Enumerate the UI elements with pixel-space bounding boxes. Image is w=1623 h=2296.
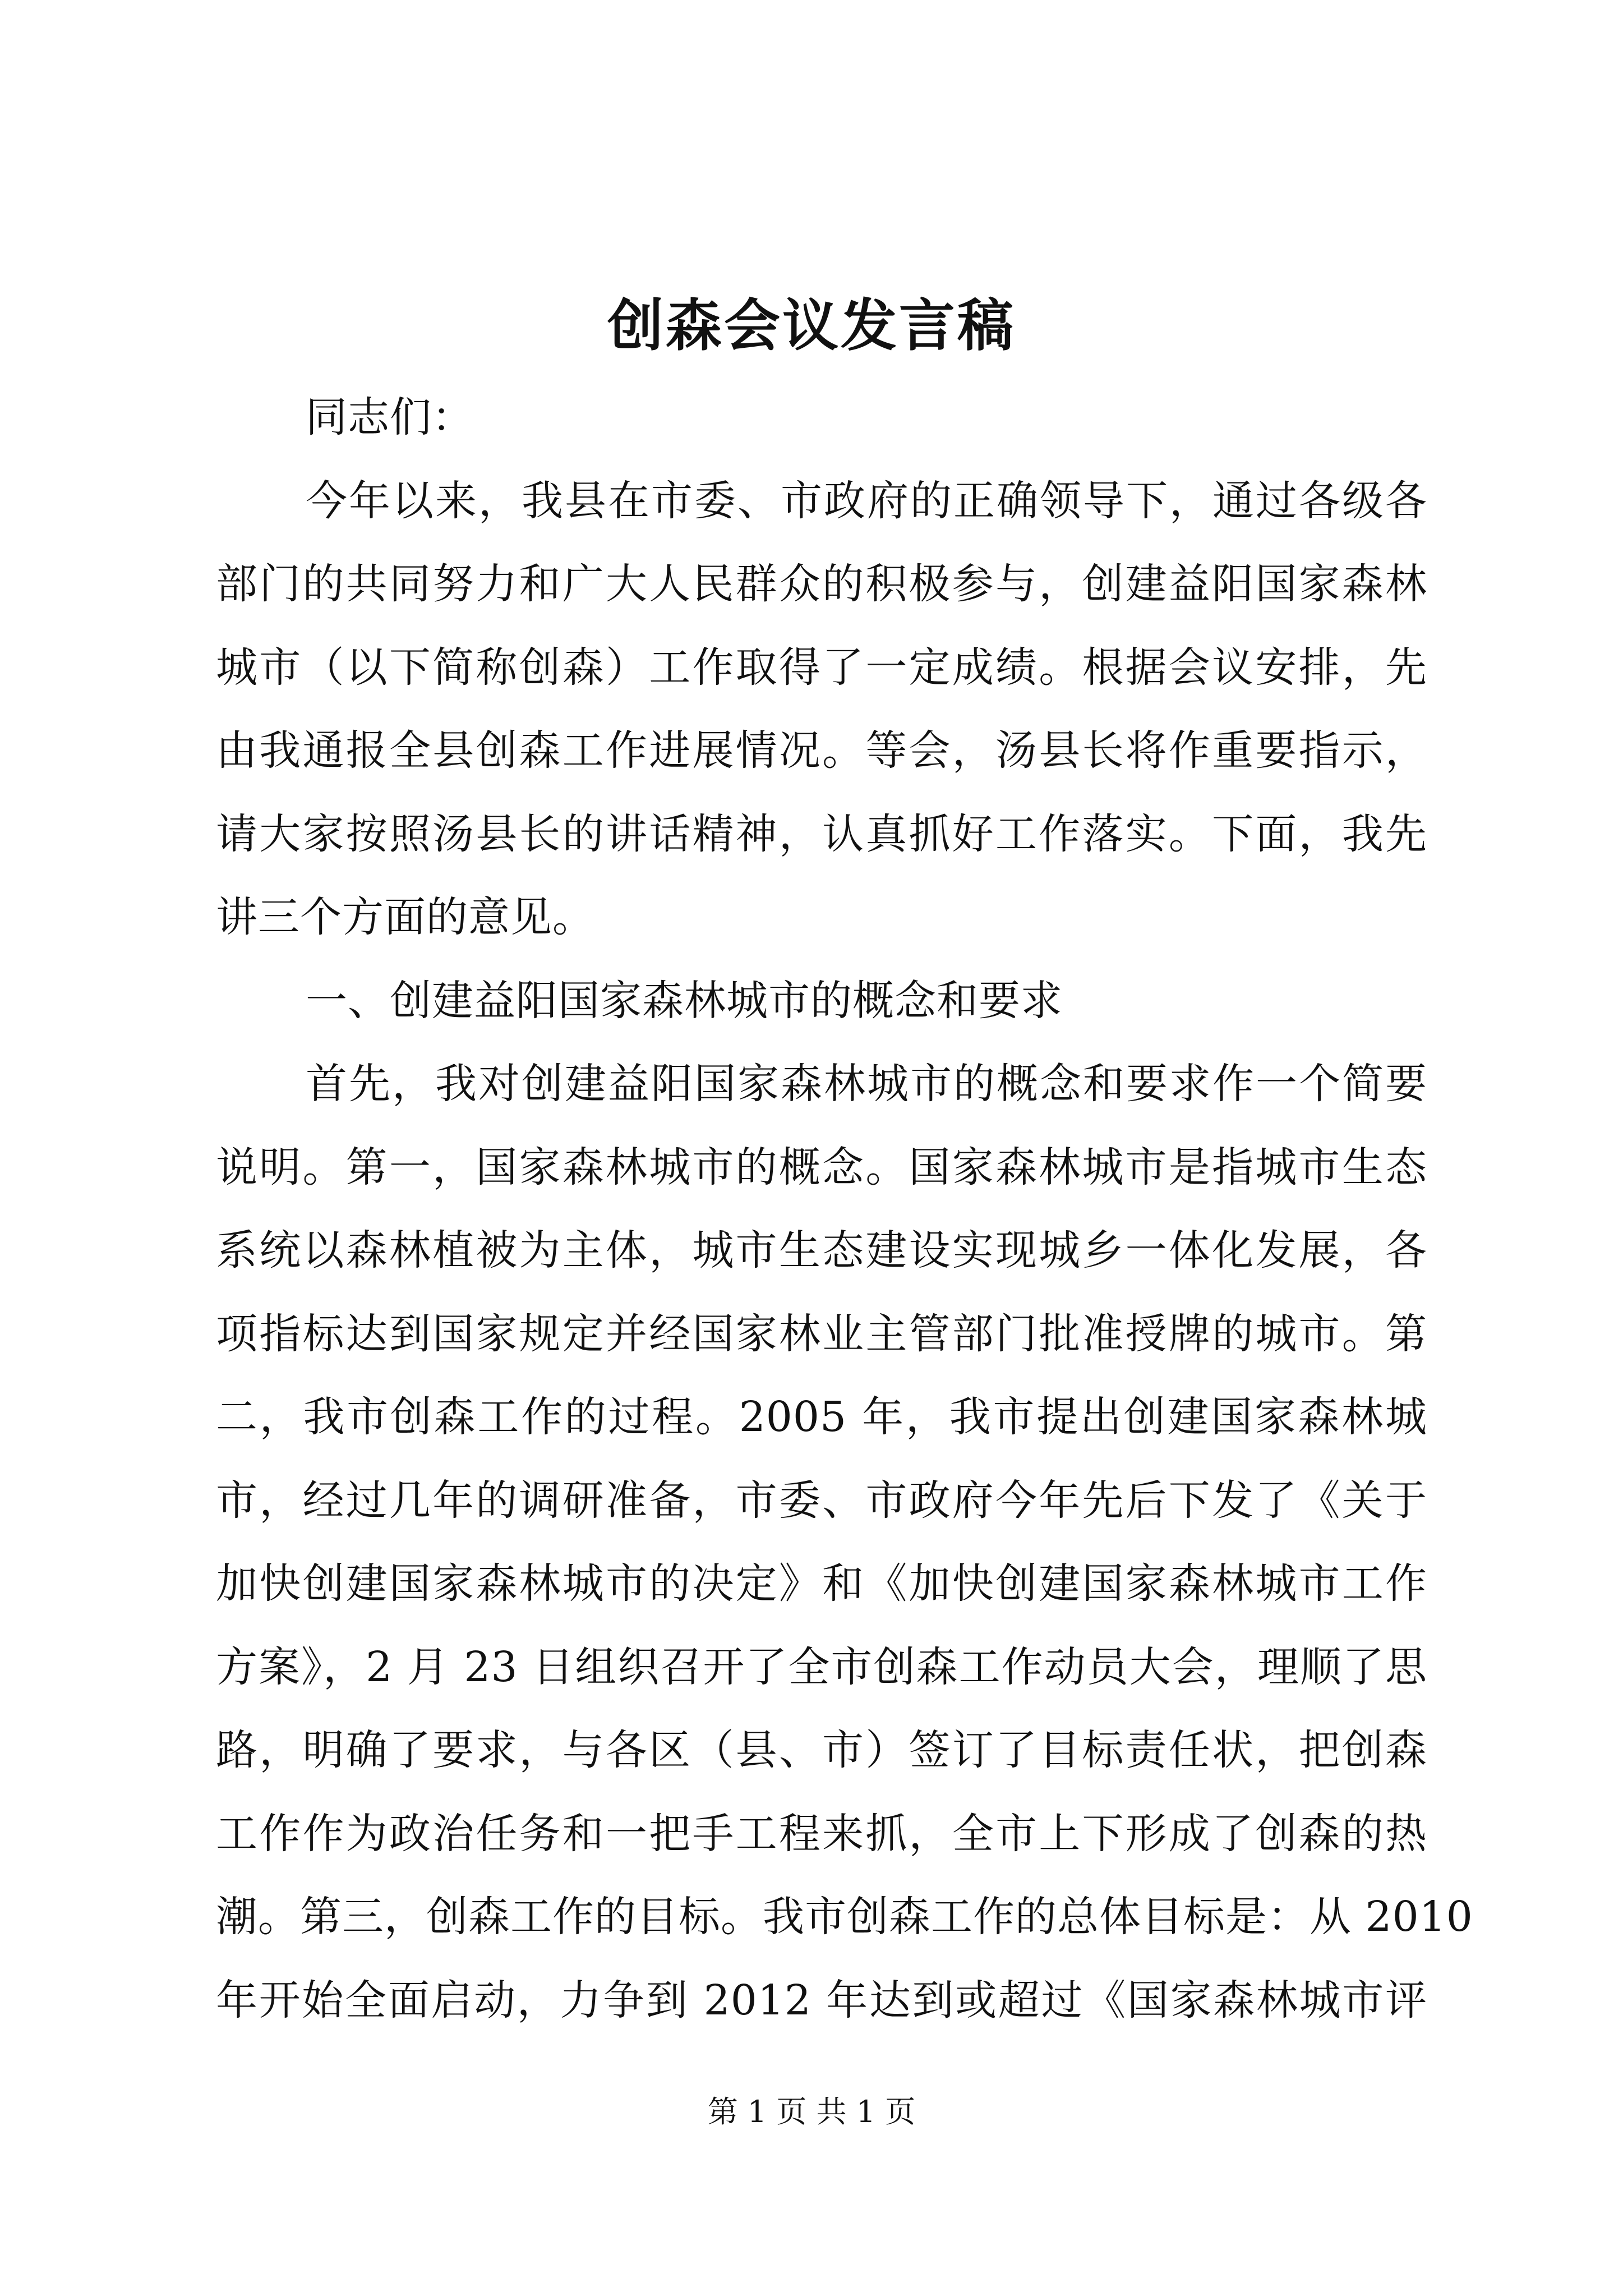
paragraph-line: 项指标达到国家规定并经国家林业主管部门批准授牌的城市。第: [216, 1309, 1427, 1358]
paragraph-line: 系统以森林植被为主体，城市生态建设实现城乡一体化发展，各: [216, 1226, 1427, 1274]
paragraph-line: 方案》，2 月 23 日组织召开了全市创森工作动员大会，理顺了思: [216, 1642, 1427, 1691]
paragraph-line: 二，我市创森工作的过程。2005 年，我市提出创建国家森林城: [216, 1393, 1427, 1441]
paragraph-line: 年开始全面启动，力争到 2012 年达到或超过《国家森林城市评: [216, 1976, 1427, 2024]
paragraph-line: 市，经过几年的调研准备，市委、市政府今年先后下发了《关于: [216, 1476, 1427, 1525]
paragraph-line: 路，明确了要求，与各区（县、市）签订了目标责任状，把创森: [216, 1726, 1427, 1774]
paragraph-line: 请大家按照汤县长的讲话精神，认真抓好工作落实。下面，我先: [216, 809, 1427, 858]
paragraph-line: 由我通报全县创森工作进展情况。等会，汤县长将作重要指示，: [216, 726, 1427, 775]
paragraph-line: 加快创建国家森林城市的决定》和《加快创建国家森林城市工作: [216, 1559, 1427, 1608]
document-body: [216, 376, 1473, 2042]
paragraph-line: 讲三个方面的意见。: [216, 893, 594, 941]
paragraph-line: 部门的共同努力和广大人民群众的积极参与，创建益阳国家森林: [216, 560, 1427, 608]
paragraph-intro: [216, 459, 1427, 959]
paragraph-line: 今年以来，我县在市委、市政府的正确领导下，通过各级各: [306, 476, 1427, 525]
paragraph-line: 工作作为政治任务和一把手工程来抓，全市上下形成了创森的热: [216, 1809, 1427, 1858]
paragraph-line: 说明。第一，国家森林城市的概念。国家森林城市是指城市生态: [216, 1143, 1427, 1191]
paragraph-line: 首先，我对创建益阳国家森林城市的概念和要求作一个简要: [306, 1060, 1427, 1108]
document-title: 创森会议发言稿: [607, 292, 1016, 358]
section-heading: 一、创建益阳国家森林城市的概念和要求: [306, 976, 1063, 1025]
paragraph-concepts: [216, 1042, 1473, 2042]
paragraph-line: 潮。第三，创森工作的目标。我市创森工作的总体目标是：从 2010: [216, 1893, 1473, 1941]
page-footer: 第 1 页 共 1 页: [707, 2094, 916, 2129]
salutation: 同志们：: [306, 393, 474, 441]
paragraph-line: 城市（以下简称创森）工作取得了一定成绩。根据会议安排，先: [216, 643, 1427, 692]
